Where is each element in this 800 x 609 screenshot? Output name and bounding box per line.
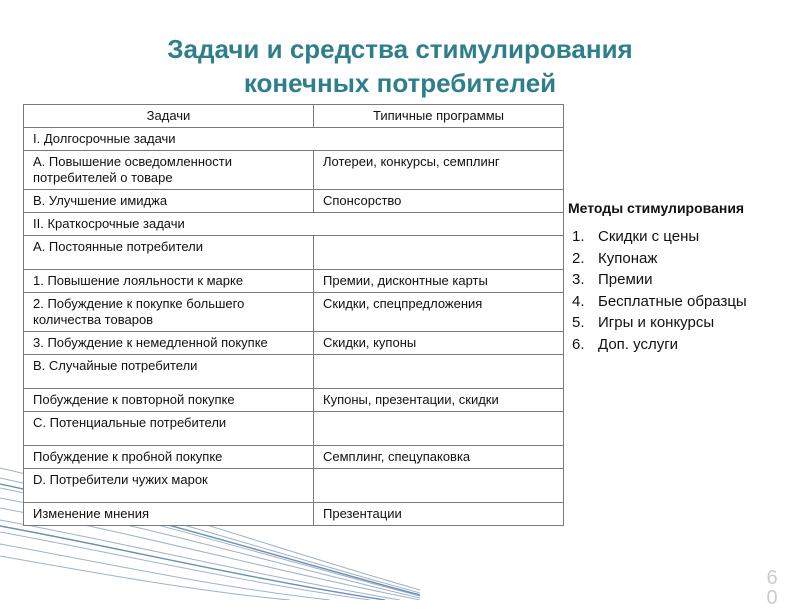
list-item	[568, 291, 800, 313]
tasks-table	[23, 104, 564, 526]
section-long-term: I. Долгосрочные задачи	[24, 128, 564, 151]
list-item	[568, 226, 800, 248]
table-row	[24, 355, 564, 389]
list-item-text: Доп. услуги	[598, 335, 679, 353]
task-group-cell: D. Потребители чужих марок	[24, 469, 314, 503]
program-cell	[314, 355, 564, 389]
program-cell: Спонсорство	[314, 190, 564, 213]
task-cell: Побуждение к пробной покупке	[24, 446, 314, 469]
table-row	[24, 412, 564, 446]
list-item-number: 1.	[572, 228, 585, 245]
program-cell: Презентации	[314, 503, 564, 526]
list-item	[568, 334, 800, 356]
list-item-text: Купонаж	[598, 249, 658, 267]
list-item-text: Игры и конкурсы	[598, 314, 715, 331]
table-row	[24, 469, 564, 503]
methods-list	[568, 226, 800, 355]
program-cell: Лотереи, конкурсы, семплинг	[314, 151, 564, 190]
program-cell: Скидки, спецпредложения	[314, 293, 564, 332]
task-cell: 2. Побуждение к покупке большего количества товаров	[24, 293, 314, 332]
table-row	[24, 293, 564, 332]
page-number-digit-1: 6	[766, 567, 778, 589]
list-item-text: Бесплатные образцы	[598, 292, 747, 310]
section-short-term: II. Краткосрочные задачи	[24, 213, 564, 236]
list-item-number: 5.	[572, 314, 585, 331]
list-item-text: Премии	[598, 271, 653, 288]
program-cell	[314, 412, 564, 446]
methods-panel	[568, 200, 800, 355]
program-cell	[314, 236, 564, 270]
section-row	[24, 213, 564, 236]
table-header-row	[24, 105, 564, 128]
task-group-cell: С. Потенциальные потребители	[24, 412, 314, 446]
program-cell	[314, 469, 564, 503]
methods-title: Методы стимулирования	[568, 200, 745, 216]
column-header-programs: Типичные программы	[314, 105, 564, 128]
table-row	[24, 190, 564, 213]
column-header-tasks: Задачи	[24, 105, 314, 128]
task-cell: А. Повышение осведомленности потребителей о товаре	[24, 151, 314, 190]
table-row	[24, 389, 564, 412]
table-row	[24, 236, 564, 270]
page-number-digit-2: 0	[766, 587, 778, 609]
task-cell: 1. Повышение лояльности к марке	[24, 270, 314, 293]
task-cell: Изменение мнения	[24, 503, 314, 526]
page-number	[760, 568, 784, 608]
table-row	[24, 151, 564, 190]
section-row	[24, 128, 564, 151]
list-item-text: Скидки с цены	[598, 228, 700, 245]
table-row	[24, 332, 564, 355]
list-item-number: 3.	[572, 271, 585, 288]
list-item	[568, 312, 800, 334]
title-line-2: конечных потребителей	[243, 68, 557, 98]
task-cell: В. Улучшение имиджа	[24, 190, 314, 213]
slide-title	[90, 32, 710, 100]
table-row	[24, 270, 564, 293]
task-group-cell: В. Случайные потребители	[24, 355, 314, 389]
task-cell: Побуждение к повторной покупке	[24, 389, 314, 412]
program-cell: Премии, дисконтные карты	[314, 270, 564, 293]
list-item-number: 4.	[572, 292, 585, 310]
task-group-cell: А. Постоянные потребители	[24, 236, 314, 270]
program-cell: Семплинг, спецупаковка	[314, 446, 564, 469]
program-cell: Купоны, презентации, скидки	[314, 389, 564, 412]
list-item-number: 6.	[572, 335, 585, 353]
task-cell: 3. Побуждение к немедленной покупке	[24, 332, 314, 355]
table-row	[24, 446, 564, 469]
list-item	[568, 248, 800, 270]
title-line-1: Задачи и средства стимулирования	[167, 34, 633, 64]
list-item-number: 2.	[572, 249, 585, 267]
list-item	[568, 269, 800, 291]
table-row	[24, 503, 564, 526]
program-cell: Скидки, купоны	[314, 332, 564, 355]
